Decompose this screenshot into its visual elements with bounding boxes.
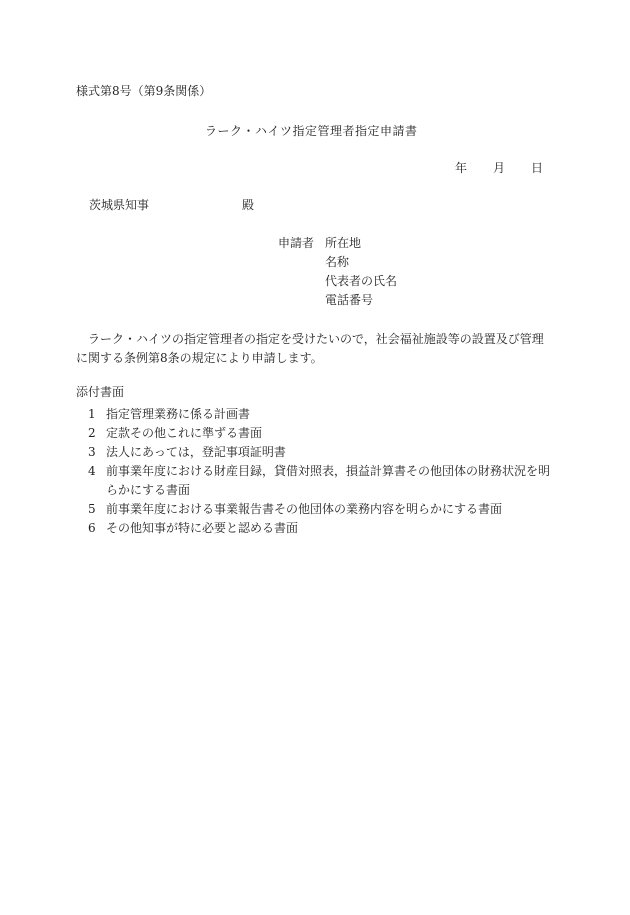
attachment-item	[88, 424, 558, 443]
attachment-text: 前事業年度における財産目録，貸借対照表，損益計算書その他団体の財務状況を明らかにする書面	[106, 464, 551, 497]
attachment-item	[88, 405, 558, 424]
document-title: ラーク・ハイツ指定管理者指定申請書	[205, 124, 418, 138]
attachment-number: 4	[88, 464, 96, 478]
addressee	[89, 198, 255, 212]
attachment-text: その他知事が特に必要と認める書面	[106, 521, 299, 535]
form-number: 様式第8号（第9条関係）	[76, 84, 212, 98]
applicant-representative-label: 代表者の氏名	[325, 274, 398, 288]
application-statement: ラーク・ハイツの指定管理者の指定を受けたいので，社会福祉施設等の設置及び管理に関する条例第8条の規定により申請します。	[76, 332, 544, 365]
addressee-honorific: 殿	[242, 198, 255, 212]
attachment-number: 5	[88, 502, 96, 516]
attachment-number: 6	[88, 521, 96, 535]
date-month-label: 月	[493, 161, 506, 175]
applicant-name-label: 名称	[325, 255, 350, 269]
addressee-name: 茨城県知事	[89, 198, 150, 212]
attachment-number: 2	[88, 426, 96, 440]
date-year-label: 年	[455, 161, 468, 175]
attachment-text: 法人にあっては，登記事項証明書	[106, 445, 286, 459]
applicant-label: 申請者	[278, 236, 315, 250]
attachments-list	[88, 405, 558, 538]
attachment-item	[88, 500, 558, 519]
attachment-number: 3	[88, 445, 96, 459]
attachment-item	[88, 462, 558, 500]
applicant-phone-label: 電話番号	[325, 293, 374, 307]
attachment-text: 定款その他これに準ずる書面	[106, 426, 263, 440]
date-day-label: 日	[531, 161, 544, 175]
applicant-address-label: 所在地	[325, 236, 362, 250]
attachment-number: 1	[88, 407, 96, 421]
attachment-text: 指定管理業務に係る計画書	[106, 407, 251, 421]
attachment-item	[88, 519, 558, 538]
attachment-item	[88, 443, 558, 462]
attachment-text: 前事業年度における事業報告書その他団体の業務内容を明らかにする書面	[106, 502, 503, 516]
date-line	[455, 162, 543, 174]
attachments-heading: 添付書面	[76, 385, 125, 399]
